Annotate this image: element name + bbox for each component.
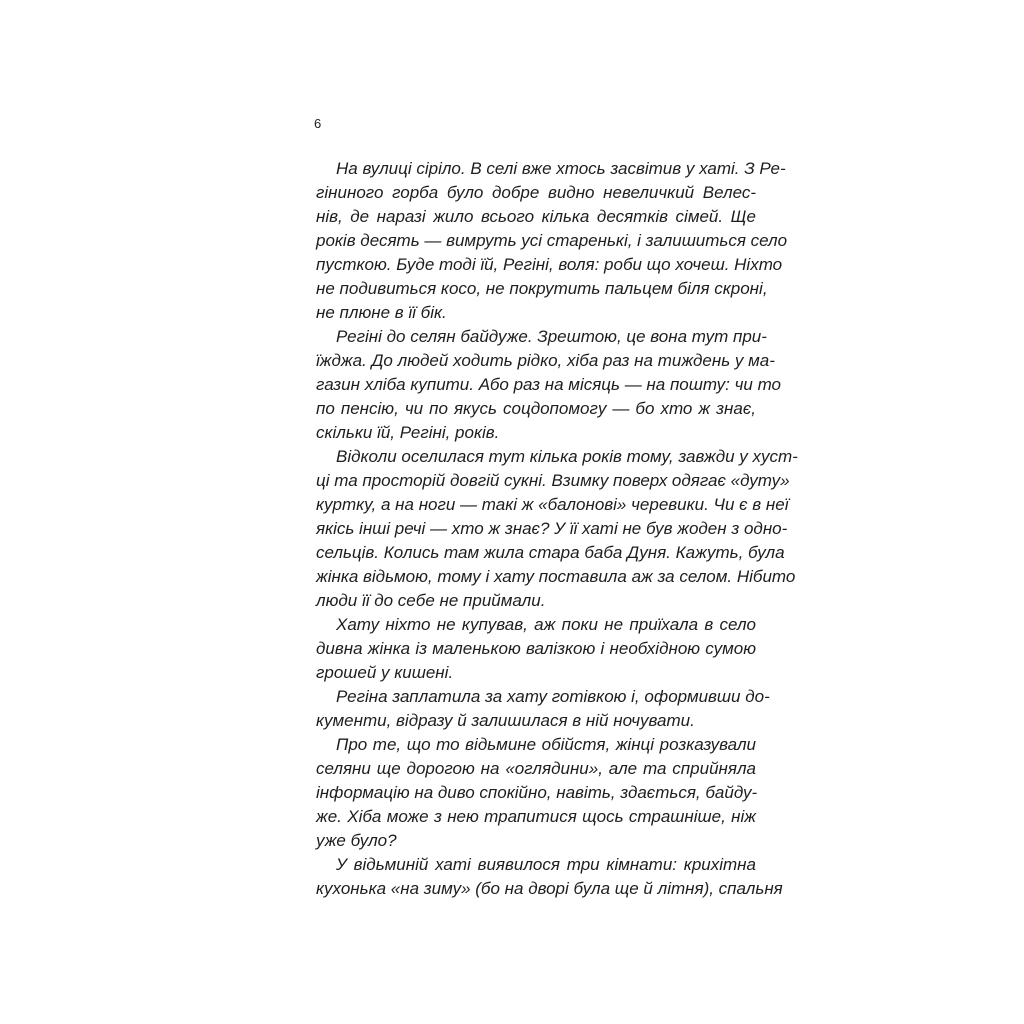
text-line: уже було?: [316, 831, 397, 850]
text-line: скільки їй, Регіні, років.: [316, 423, 500, 442]
paragraph: [316, 733, 756, 853]
text-line: На вулиці сіріло. В селі вже хтось засвітив у хаті. З Ре-: [336, 159, 786, 178]
text-line: люди її до себе не приймали.: [316, 591, 546, 610]
text-line: Відколи оселилася тут кілька років тому, завжди у хуст-: [336, 447, 798, 466]
text-line: Регіні до селян байдуже. Зрештою, це вона тут при-: [336, 327, 767, 346]
paragraph: [316, 325, 782, 445]
text-line: кухонька «на зиму» (бо на дворі була ще й літня), спальня: [316, 879, 783, 898]
text-line: ці та просторій довгій сукні. Взимку поверх одягає «дуту»: [316, 471, 790, 490]
text-line: У відьминій хаті виявилося три кімнати: крихітна: [336, 855, 756, 874]
paragraph: [316, 685, 770, 733]
text-line: нів, де наразі жило всього кілька десятків сімей. Ще: [316, 207, 756, 226]
text-line: не плюне в її бік.: [316, 303, 447, 322]
text-line: інформацію на диво спокійно, навіть, здається, байду-: [316, 783, 758, 802]
paragraph: [316, 613, 756, 685]
body-text: [316, 157, 798, 901]
page-number: 6: [314, 116, 322, 131]
text-line: Хату ніхто не купував, аж поки не приїхала в село: [336, 615, 756, 634]
text-line: пусткою. Буде тоді їй, Регіні, воля: роби що хочеш. Ніхто: [316, 255, 783, 274]
text-line: куртку, а на ноги — такі ж «балонові» черевики. Чи є в неї: [316, 495, 789, 514]
text-line: жінка відьмою, тому і хату поставила аж за селом. Нібито: [316, 567, 796, 586]
text-line: Регіна заплатила за хату готівкою і, оформивши до-: [336, 687, 770, 706]
text-line: дивна жінка із маленькою валізкою і необхідною сумою: [316, 639, 756, 658]
text-line: Про те, що то відьмине обійстя, жінці розказували: [336, 735, 756, 754]
text-line: якісь інші речі — хто ж знає? У її хаті не був жоден з одно-: [316, 519, 788, 538]
text-line: років десять — вимруть усі старенькі, і залишиться село: [316, 231, 788, 250]
text-line: не подивиться косо, не покрутить пальцем біля скроні,: [316, 279, 768, 298]
text-line: грошей у кишені.: [316, 663, 454, 682]
text-line: по пенсію, чи по якусь соцдопомогу — бо хто ж знає,: [316, 399, 756, 418]
text-line: же. Хіба може з нею трапитися щось страшніше, ніж: [316, 807, 756, 826]
text-line: їжджа. До людей ходить рідко, хіба раз на тиждень у ма-: [316, 351, 775, 370]
text-line: газин хліба купити. Або раз на місяць — на пошту: чи то: [316, 375, 782, 394]
paragraph: [316, 445, 798, 613]
text-line: гіниного горба було добре видно невеличкий Велес-: [316, 183, 756, 202]
text-line: сельців. Колись там жила стара баба Дуня. Кажуть, була: [316, 543, 785, 562]
text-line: селяни ще дорогою на «оглядини», але та сприйняла: [316, 759, 756, 778]
text-line: кументи, відразу й залишилася в ній ночувати.: [316, 711, 695, 730]
paragraph: [316, 853, 783, 901]
paragraph: [316, 157, 788, 325]
